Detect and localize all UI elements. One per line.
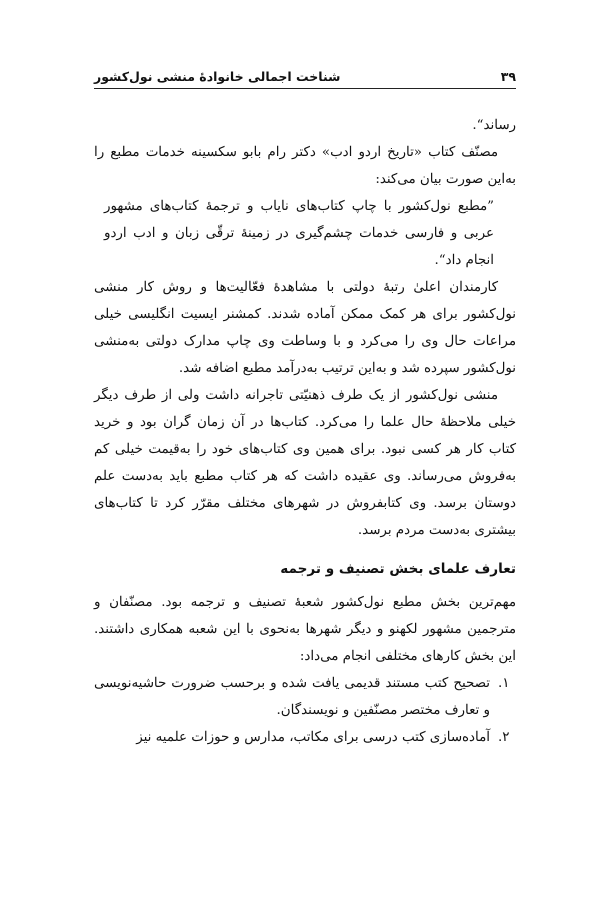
paragraph-department: مهم‌ترین بخش مطبع نول‌کشور شعبهٔ تصنیف و ترجمه بود. مصنّفان و مترجمین مشهور لکهنو و دیگر شهرها به‌نحوی با این شعبه همکاری داشتند. این بخش کارهای مختلفی انجام می‌داد:: [94, 595, 516, 664]
running-header: [94, 58, 516, 84]
list-number: ۲.: [498, 730, 510, 745]
paragraph-merchant: منشی نول‌کشور از یک طرف ذهنیّتی تاجرانه داشت ولی از طرف دیگر خیلی ملاحظهٔ حال علما را می‌کرد. کتاب‌ها در آن زمان گران بود و خرید کتاب کار هر کسی نبود. برای همین وی کتاب‌های خود را به‌قیمت خیلی کم به‌فروش می‌رساند. وی عقیده داشت که هر کتاب مطبع باید به‌دست علم دوستان برسد. وی کتابفروش در شهرهای مختلف مقرّر کرد تا کتاب‌های بیشتری به‌دست مردم برسد.: [94, 388, 516, 538]
list-number: ۱.: [498, 676, 510, 691]
paragraph-intro: مصنّف کتاب «تاریخ اردو ادب» دکتر رام بابو سکسینه خدمات مطبع را به‌این صورت بیان می‌کند:: [94, 145, 516, 187]
list-item: [94, 724, 516, 751]
section-heading: تعارف علمای بخش تصنیف و ترجمه: [280, 561, 516, 577]
paragraph-officials: کارمندان اعلیٰ رتبهٔ دولتی با مشاهدهٔ فعّالیت‌ها و روش کار منشی نول‌کشور برای هر کمک ممکن آماده شدند. کمشنر ایسیت انگلیسی خیلی مراعات حال وی را می‌کرد و با وساطت وی چاپ مدارک دولتی به‌منشی نول‌کشور سپرده شد و به‌این ترتیب به‌درآمد مطبع اضافه شد.: [94, 280, 516, 376]
running-title: شناخت اجمالی خانوادهٔ منشی نول‌کشور: [94, 69, 341, 84]
paragraph-continuation: رساند“.: [472, 118, 516, 133]
page-number: ۳۹: [500, 69, 516, 84]
page-body: [94, 112, 516, 751]
task-list: [94, 670, 516, 751]
header-divider: [94, 88, 516, 89]
list-item: [94, 670, 516, 724]
list-text: آماده‌سازی کتب درسی برای مکاتب، مدارس و حوزات علمیه نیز: [136, 730, 490, 745]
list-text: تصحیح کتب مستند قدیمی یافت شده و برحسب ضرورت حاشیه‌نویسی و تعارف مختصر مصنّفین و نویسندگان.: [94, 676, 490, 718]
block-quote: ”مطبع نول‌کشور با چاپ کتاب‌های نایاب و ترجمهٔ کتاب‌های مشهور عربی و فارسی خدمات چشم‌گیری در زمینهٔ ترقّی زبان و ادب اردو انجام داد“.: [104, 199, 494, 268]
